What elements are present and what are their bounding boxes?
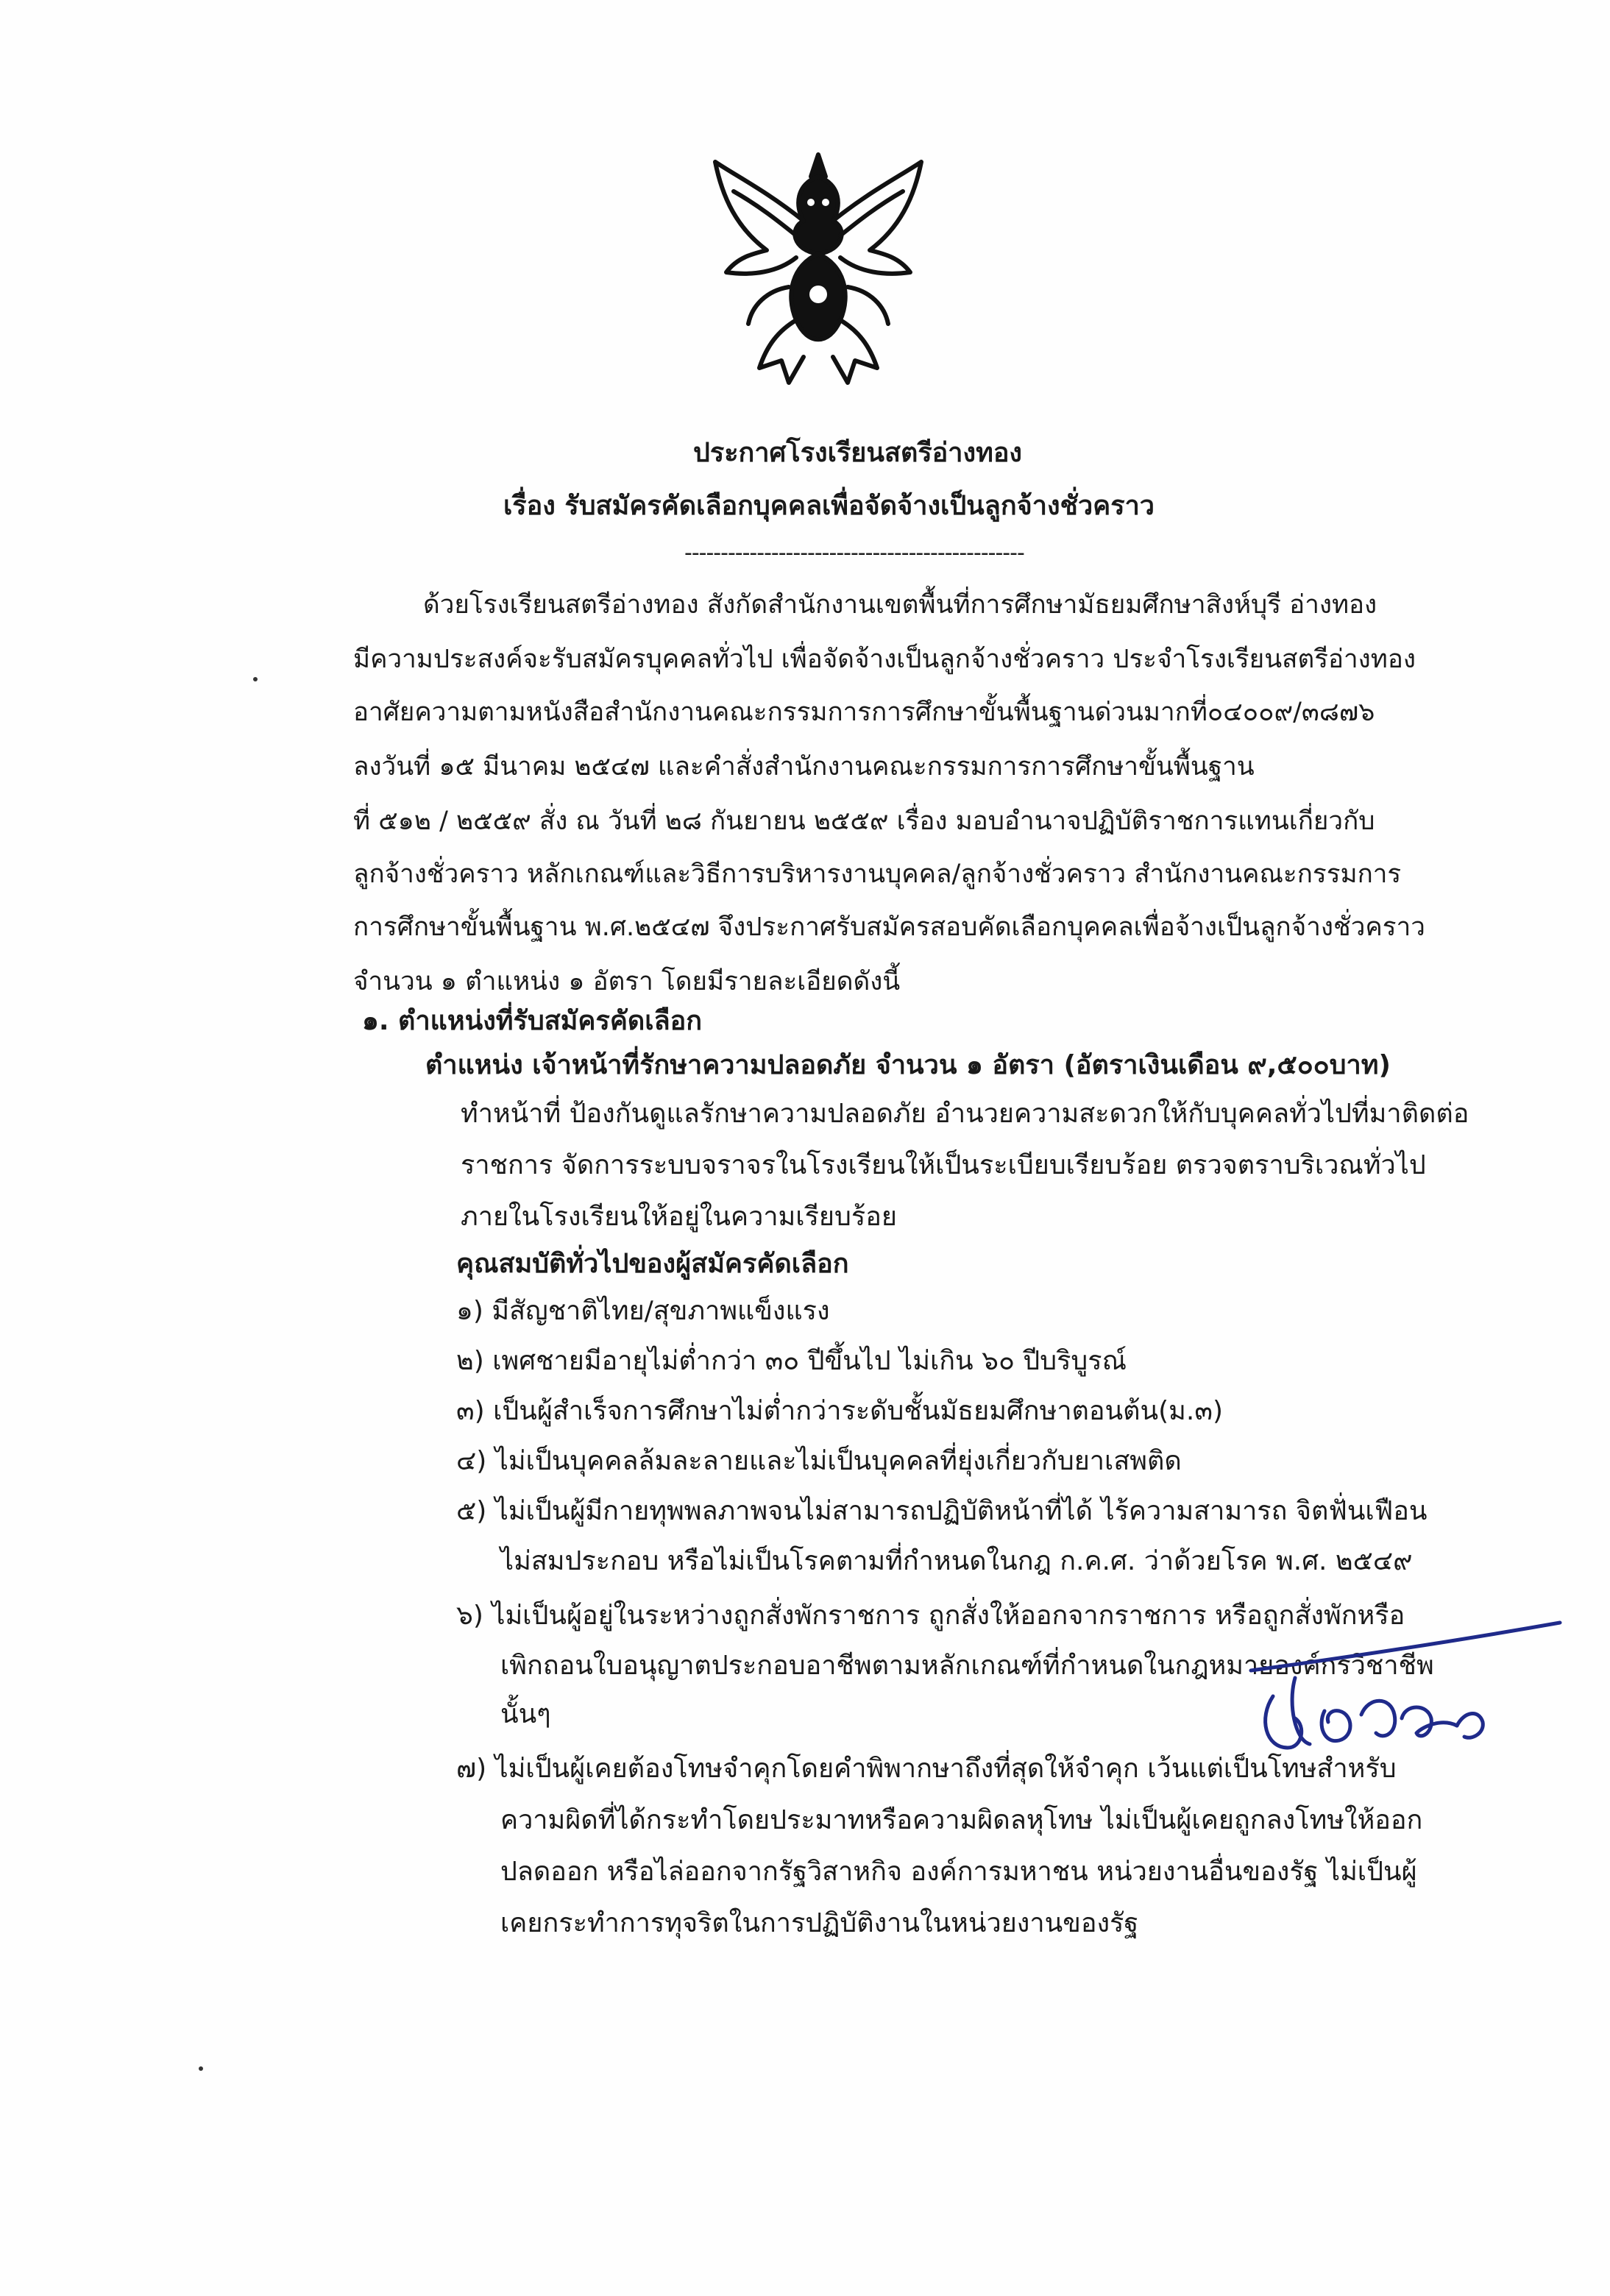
signature-icon	[1244, 1615, 1567, 1762]
qualification-item: ๗) ไม่เป็นผู้เคยต้องโทษจำคุกโดยคำพิพากษาถึงที่สุดให้จำคุก เว้นแต่เป็นโทษสำหรับ	[456, 1754, 1397, 1784]
qualification-item-cont: เพิกถอนใบอนุญาตประกอบอาชีพตามหลักเกณฑ์ที่กำหนดในกฎหมายองค์กรวิชาชีพ	[500, 1651, 1434, 1681]
body-line: จำนวน ๑ ตำแหน่ง ๑ อัตรา โดยมีรายละเอียดดังนี้	[353, 967, 901, 996]
qualification-item: ๒) เพศชายมีอายุไม่ต่ำกว่า ๓๐ ปีขึ้นไป ไม่เกิน ๖๐ ปีบริบูรณ์	[456, 1346, 1127, 1376]
qualification-item-cont: ความผิดที่ได้กระทำโดยประมาทหรือความผิดลหุโทษ ไม่เป็นผู้เคยถูกลงโทษให้ออก	[500, 1805, 1423, 1835]
qualification-item-cont: เคยกระทำการทุจริตในการปฏิบัติงานในหน่วยงานของรัฐ	[500, 1908, 1139, 1938]
speck	[253, 677, 258, 681]
qualification-item: ๔) ไม่เป็นบุคคลล้มละลายและไม่เป็นบุคคลที่ยุ่งเกี่ยวกับยาเสพติด	[456, 1446, 1182, 1476]
separator-rule: -----------------------------------------------	[684, 540, 1024, 566]
body-line: อาศัยความตามหนังสือสำนักงานคณะกรรมการการศึกษาขั้นพื้นฐานด่วนมากที่๐๔๐๐๙/๓๘๗๖	[353, 698, 1375, 727]
duty-line: ราชการ จัดการระบบจราจรในโรงเรียนให้เป็นระเบียบเรียบร้อย ตรวจตราบริเวณทั่วไป	[461, 1150, 1426, 1180]
qualification-item: ๓) เป็นผู้สำเร็จการศึกษาไม่ต่ำกว่าระดับชั้นมัธยมศึกษาตอนต้น(ม.๓)	[456, 1396, 1224, 1426]
position-line: ตำแหน่ง เจ้าหน้าที่รักษาความปลอดภัย จำนวน ๑ อัตรา (อัตราเงินเดือน ๙,๕๐๐บาท)	[425, 1050, 1391, 1080]
body-line: มีความประสงค์จะรับสมัครบุคคลทั่วไป เพื่อจัดจ้างเป็นลูกจ้างชั่วคราว ประจำโรงเรียนสตรีอ่างทอง	[353, 645, 1416, 674]
body-line: ลูกจ้างชั่วคราว หลักเกณฑ์และวิธีการบริหารงานบุคคล/ลูกจ้างชั่วคราว สำนักงานคณะกรรมการ	[353, 860, 1402, 889]
qualification-item-cont: ไม่สมประกอบ หรือไม่เป็นโรคตามที่กำหนดในกฎ ก.ค.ศ. ว่าด้วยโรค พ.ศ. ๒๕๔๙	[500, 1546, 1413, 1576]
body-line: การศึกษาขั้นพื้นฐาน พ.ศ.๒๕๔๗ จึงประกาศรับสมัครสอบคัดเลือกบุคคลเพื่อจ้างเป็นลูกจ้างชั่วคราว	[353, 913, 1425, 942]
body-line: ลงวันที่ ๑๕ มีนาคม ๒๕๔๗ และคำสั่งสำนักงานคณะกรรมการการศึกษาขั้นพื้นฐาน	[353, 752, 1255, 782]
section-heading: ๑. ตำแหน่งที่รับสมัครคัดเลือก	[362, 1006, 703, 1036]
announcement-subject: เรื่อง รับสมัครคัดเลือกบุคคลเพื่อจัดจ้างเป็นลูกจ้างชั่วคราว	[503, 491, 1155, 521]
speck	[199, 2066, 203, 2071]
qualification-item: ๑) มีสัญชาติไทย/สุขภาพแข็งแรง	[456, 1296, 830, 1326]
qualification-item: ๖) ไม่เป็นผู้อยู่ในระหว่างถูกสั่งพักราชการ ถูกสั่งให้ออกจากราชการ หรือถูกสั่งพักหรือ	[456, 1601, 1405, 1631]
qualification-item: ๕) ไม่เป็นผู้มีกายทุพพลภาพจนไม่สามารถปฏิบัติหน้าที่ได้ ไร้ความสามารถ จิตฟั่นเฟือน	[456, 1496, 1428, 1526]
body-line: ด้วยโรงเรียนสตรีอ่างทอง สังกัดสำนักงานเขตพื้นที่การศึกษามัธยมศึกษาสิงห์บุรี อ่างทอง	[423, 590, 1377, 620]
body-line: ที่ ๕๑๒ / ๒๕๕๙ สั่ง ณ วันที่ ๒๘ กันยายน ๒๕๕๙ เรื่อง มอบอำนาจปฏิบัติราชการแทนเกี่ยวกับ	[353, 807, 1375, 836]
duty-line: ภายในโรงเรียนให้อยู่ในความเรียบร้อย	[461, 1202, 897, 1232]
announcement-title: ประกาศโรงเรียนสตรีอ่างทอง	[693, 438, 1023, 468]
duty-line: ทำหน้าที่ ป้องกันดูแลรักษาความปลอดภัย อำนวยความสะดวกให้กับบุคคลทั่วไปที่มาติดต่อ	[461, 1099, 1469, 1129]
qualification-item-cont: นั้นๆ	[500, 1699, 551, 1729]
garuda-emblem-icon	[708, 147, 929, 390]
qualification-item-cont: ปลดออก หรือไล่ออกจากรัฐวิสาหกิจ องค์การมหาชน หน่วยงานอื่นของรัฐ ไม่เป็นผู้	[500, 1857, 1417, 1887]
qualifications-heading: คุณสมบัติทั่วไปของผู้สมัครคัดเลือก	[456, 1249, 849, 1279]
